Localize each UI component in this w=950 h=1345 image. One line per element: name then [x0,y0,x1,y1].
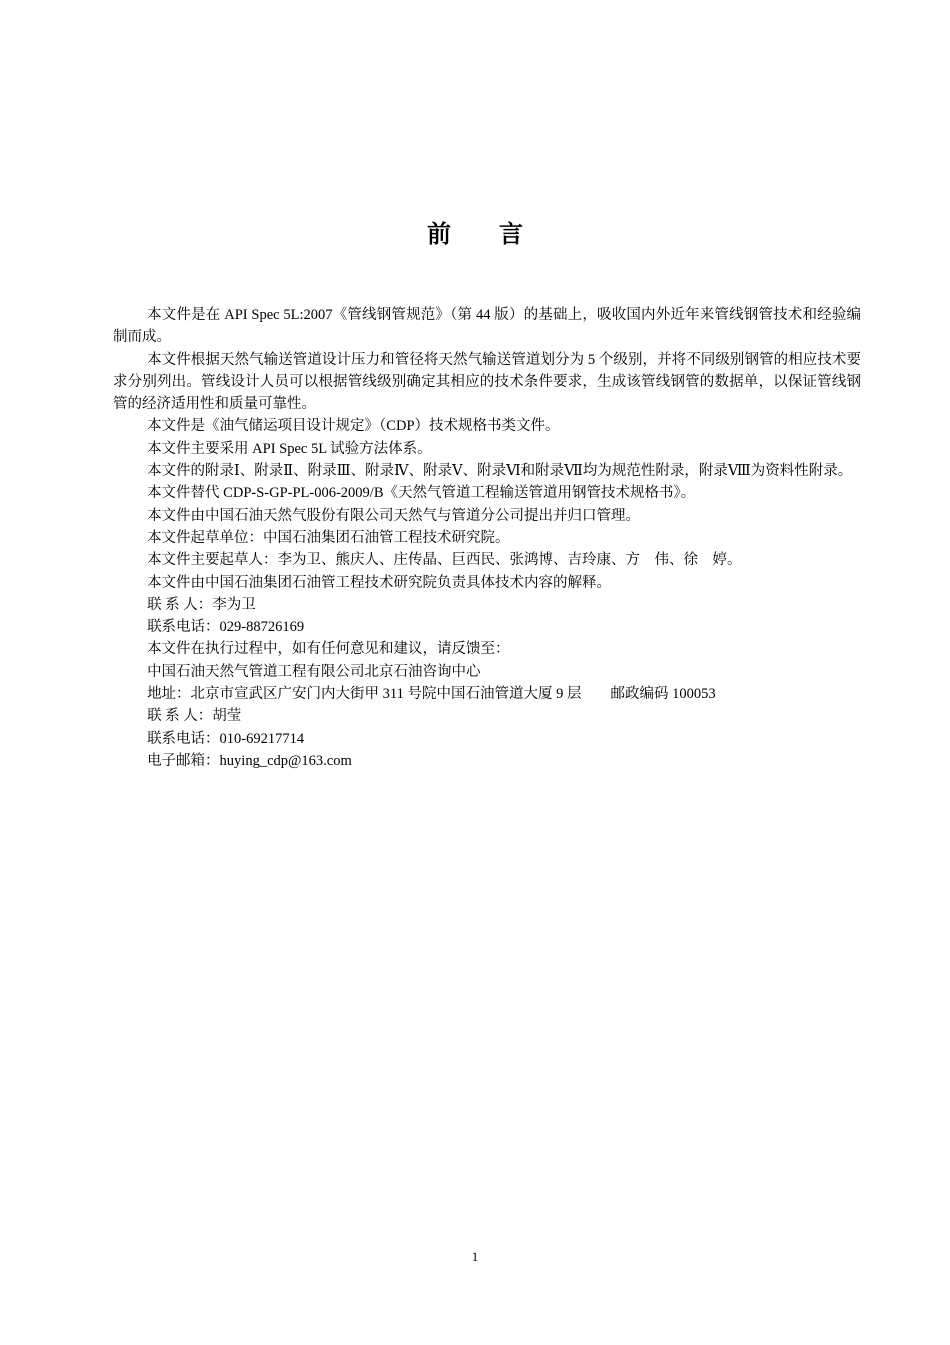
paragraph-interpretation: 本文件由中国石油集团石油管工程技术研究院负责具体技术内容的解释。 [147,574,612,591]
paragraph-proposer: 本文件由中国石油天然气股份有限公司天然气与管道分公司提出并归口管理。 [147,507,641,524]
paragraph-appendices: 本文件的附录Ⅰ、附录Ⅱ、附录Ⅲ、附录Ⅳ、附录Ⅴ、附录Ⅵ和附录Ⅶ均为规范性附录，附录Ⅷ为资料性附录。 [147,463,853,480]
paragraph-feedback: 本文件在执行过程中，如有任何意见和建议，请反馈至： [147,641,510,658]
page-number: 1 [471,1249,479,1264]
paragraph-classification: 本文件根据天然气输送管道设计压力和管径将天然气输送管道划分为 5 个级别，并将不同级别钢管的相应技术要求分别列出。管线设计人员可以根据管线级别确定其相应的技术条件要求，生成该管线钢管的数据单，以保证管线钢管的经济适用性和质量可靠性。 [113,351,861,413]
feedback-organization: 中国石油天然气管道工程有限公司北京石油咨询中心 [147,663,481,680]
feedback-address: 地址：北京市宣武区广安门内大街甲 311 号院中国石油管道大厦 9 层 邮政编码 100053 [147,686,716,703]
contact-person-1: 联 系 人：李为卫 [147,596,256,613]
foreword-body [113,304,861,772]
paragraph-replaces: 本文件替代 CDP-S-GP-PL-006-2009/B《天然气管道工程输送管道用钢管技术规格书》。 [147,485,696,502]
paragraph-document-type: 本文件是《油气储运项目设计规定》（CDP）技术规格书类文件。 [147,418,560,435]
contact-person-2: 联 系 人：胡莹 [147,708,242,725]
contact-phone-2: 联系电话：010-69217714 [147,730,305,747]
paragraph-basis: 本文件是在 API Spec 5L:2007《管线钢管规范》（第 44 版）的基础上，吸收国内外近年来管线钢管技术和经验编制而成。 [113,307,861,346]
paragraph-drafting-unit: 本文件起草单位：中国石油集团石油管工程技术研究院。 [147,529,510,546]
paragraph-test-methods: 本文件主要采用 API Spec 5L 试验方法体系。 [147,440,432,457]
contact-phone-1: 联系电话：029-88726169 [147,619,305,636]
page-title: 前言 [427,222,571,248]
paragraph-drafters: 本文件主要起草人：李为卫、熊庆人、庄传晶、巨西民、张鸿博、吉玲康、方 伟、徐 婷。 [147,552,742,569]
contact-email: 电子邮箱：huying_cdp@163.com [147,752,352,769]
